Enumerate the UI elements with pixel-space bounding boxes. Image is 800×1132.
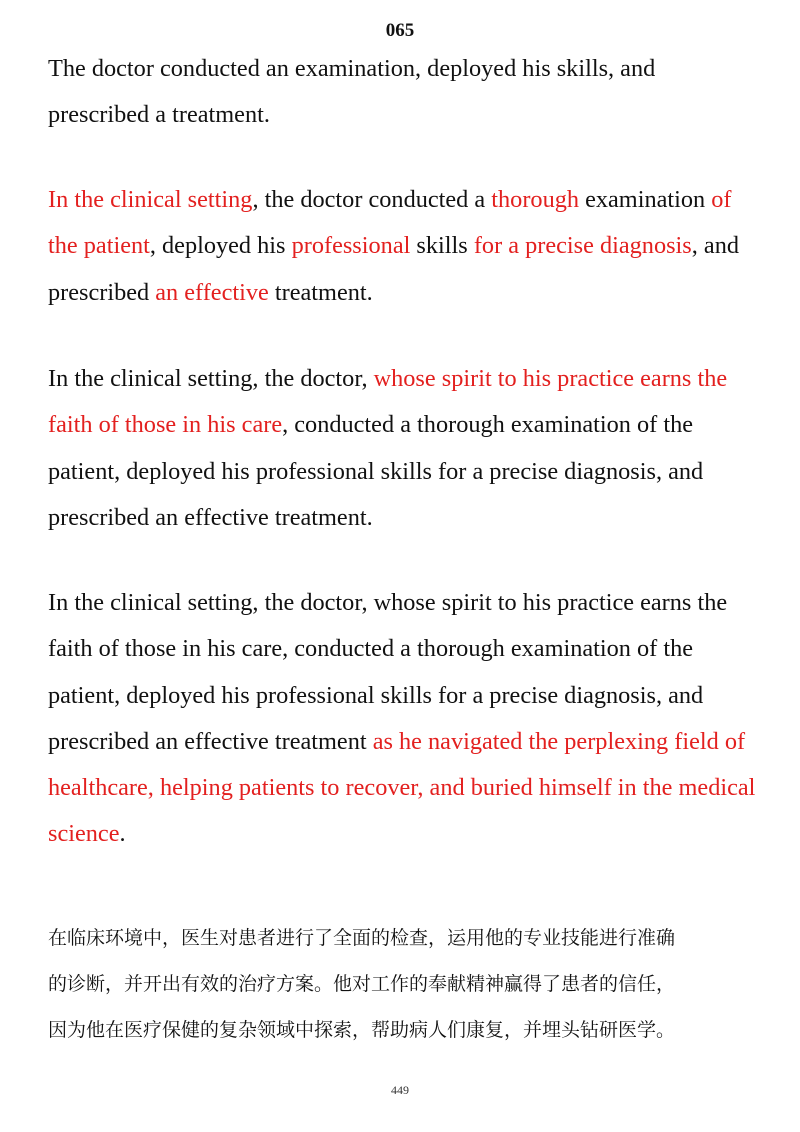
highlighted-phrase: an effective bbox=[155, 278, 269, 306]
page-number: 449 bbox=[391, 1083, 409, 1097]
text-segment: treatment. bbox=[268, 278, 373, 306]
exercise-number: 065 bbox=[385, 20, 415, 41]
sentence-base bbox=[48, 46, 760, 139]
text-segment: , and prescribed bbox=[48, 232, 739, 306]
translation-line: 因为他在医疗保健的复杂领域中探索，帮助病人们康复，并埋头钻研医学。 bbox=[48, 1019, 676, 1041]
text-segment: examination bbox=[579, 186, 712, 213]
chinese-translation bbox=[48, 915, 760, 1053]
text-segment: . bbox=[119, 820, 126, 848]
text-segment: The doctor conducted an examination, deployed his skills, and prescribed a treatment. bbox=[48, 55, 656, 129]
highlighted-phrase: as he navigated the perplexing field of healthcare, helping patients to recover, and buried himself in the medical science bbox=[48, 727, 756, 848]
text-segment: In the clinical setting, the doctor, whose spirit to his practice earns the faith of those in his care, conducted a thorough examination of the patient, deployed his professional skills for a precise diagnosis, and prescribed an effective treatment bbox=[48, 589, 728, 755]
sentence-expanded-3 bbox=[48, 580, 760, 858]
translation-line: 在临床环境中，医生对患者进行了全面的检查，运用他的专业技能进行准确 bbox=[48, 927, 676, 949]
text-segment: In the clinical setting, the doctor, bbox=[48, 365, 374, 392]
text-segment: , the doctor conducted a bbox=[252, 186, 492, 213]
highlighted-phrase: for a precise diagnosis bbox=[473, 232, 692, 260]
text-segment: , conducted a thorough examination of the patient, deployed his professional skills for a precise diagnosis, and prescribed an effective treatment. bbox=[48, 411, 704, 531]
text-segment: skills bbox=[410, 232, 474, 260]
sentence-expanded-1 bbox=[48, 177, 760, 316]
highlighted-phrase: thorough bbox=[491, 186, 580, 213]
sentence-expanded-2 bbox=[48, 356, 760, 541]
highlighted-phrase: professional bbox=[291, 232, 411, 260]
highlighted-phrase: of the patient bbox=[48, 186, 732, 260]
text-segment: , deployed his bbox=[149, 232, 292, 260]
translation-line: 的诊断，并开出有效的治疗方案。他对工作的奉献精神赢得了患者的信任， bbox=[48, 973, 676, 995]
highlighted-phrase: In the clinical setting bbox=[48, 186, 253, 213]
highlighted-phrase: whose spirit to his practice earns the faith of those in his care bbox=[48, 365, 728, 439]
